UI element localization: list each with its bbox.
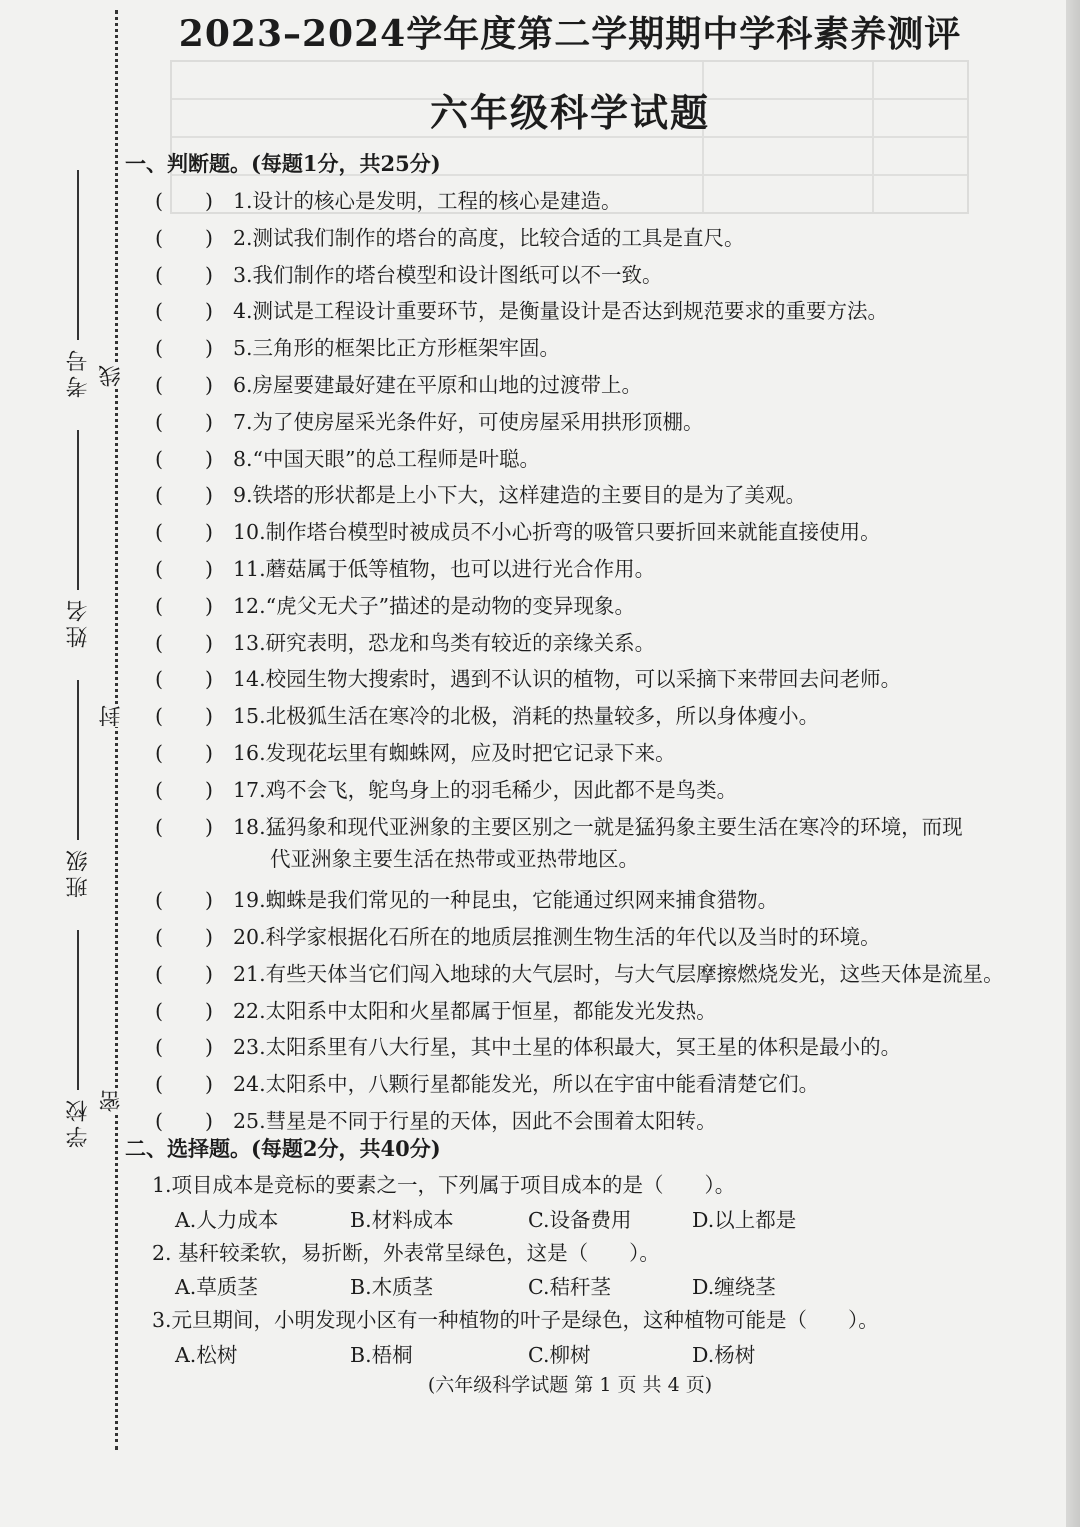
paren-open: (: [155, 409, 163, 434]
school-underline: [77, 930, 79, 1090]
answer-blank[interactable]: [155, 1109, 233, 1133]
tf-question-23: [155, 1030, 901, 1060]
question-text: 1.设计的核心是发明，工程的核心是建造。: [233, 189, 622, 213]
binding-dotted-line: [115, 10, 118, 1450]
answer-blank[interactable]: [155, 667, 233, 691]
tf-question-14: [155, 662, 901, 692]
paren-close: ): [205, 814, 213, 839]
mc1-option-a: A.人力成本: [175, 1208, 279, 1232]
tf-question-24: [155, 1067, 819, 1097]
question-text: 25.彗星是不同于行星的天体，因此不会围着太阳转。: [233, 1109, 717, 1133]
paren-close: ): [205, 998, 213, 1023]
seal-char-seal: 封: [96, 705, 122, 727]
question-text: 20.科学家根据化石所在的地质层推测生物生活的年代以及当时的环境。: [233, 925, 881, 949]
paren-close: ): [205, 446, 213, 471]
question-text: 2.测试我们制作的塔台的高度，比较合适的工具是直尺。: [233, 225, 745, 250]
tf-question-5: [155, 331, 560, 361]
school-label: 学校: [65, 1096, 91, 1148]
question-text: 17.鸡不会飞，鸵鸟身上的羽毛稀少，因此都不是鸟类。: [233, 777, 738, 802]
tf-question-6: [155, 368, 642, 398]
paren-close: ): [205, 961, 213, 986]
class-field: [58, 680, 98, 902]
tf-question-8: [155, 442, 540, 472]
question-text: 9.铁塔的形状都是上小下大，这样建造的主要目的是为了美观。: [233, 483, 807, 508]
exam-title: 2023–2024学年度第二学期期中学科素养测评: [178, 13, 962, 55]
question-text: 23.太阳系里有八大行星，其中土星的体积最大，冥王星的体积是最小的。: [233, 1035, 902, 1060]
paren-open: (: [155, 336, 163, 361]
exam-number-underline: [77, 170, 79, 340]
paren-close: ): [205, 667, 213, 692]
paren-open: (: [155, 1072, 163, 1097]
answer-blank[interactable]: [155, 336, 233, 360]
paren-open: (: [155, 741, 163, 765]
tf-question-19: [155, 883, 778, 913]
question-text: 19.蜘蛛是我们常见的一种昆虫，它能通过织网来捕食猎物。: [233, 888, 779, 913]
question-text: 22.太阳系中太阳和火星都属于恒星，都能发光发热。: [233, 998, 717, 1023]
mc3-option-d: D.杨树: [692, 1343, 756, 1367]
answer-blank[interactable]: [155, 925, 233, 949]
tf-question-3: [155, 258, 663, 288]
paren-close: ): [205, 336, 213, 361]
paren-close: ): [205, 409, 213, 434]
name-field: [58, 430, 98, 652]
tf-question-21: [155, 957, 1004, 987]
class-underline: [77, 680, 79, 840]
class-label: 班级: [65, 846, 91, 898]
paren-close: ): [205, 1072, 213, 1097]
mc2-option-a: A.草质茎: [175, 1275, 258, 1299]
tf-question-11: [155, 552, 655, 582]
exam-number-label: 考号: [65, 346, 91, 398]
paren-close: ): [205, 225, 213, 250]
mc2-option-d: D.缠绕茎: [692, 1275, 776, 1299]
paren-open: (: [155, 446, 163, 471]
answer-blank[interactable]: [155, 704, 233, 728]
answer-blank[interactable]: [155, 447, 233, 471]
paren-open: (: [155, 593, 163, 618]
tf-question-15: [155, 699, 819, 729]
paren-close: ): [205, 299, 213, 324]
answer-blank[interactable]: [155, 741, 233, 765]
mc1-option-c: C.设备费用: [528, 1208, 632, 1232]
tf-question-7: [155, 405, 704, 435]
paren-close: ): [205, 189, 213, 213]
answer-blank[interactable]: [155, 520, 233, 544]
paren-close: ): [205, 593, 213, 618]
paren-close: ): [205, 520, 213, 545]
mc2-option-c: C.秸秆茎: [528, 1275, 611, 1299]
question-text: 11.蘑菇属于低等植物，也可以进行光合作用。: [233, 557, 656, 581]
paren-open: (: [155, 299, 163, 324]
name-label: 姓名: [65, 596, 91, 648]
mc-question-3: 3.元旦期间，小明发现小区有一种植物的叶子是绿色，这种植物可能是（ ）。: [152, 1308, 879, 1332]
paren-open: (: [155, 667, 163, 692]
tf-question-1: [155, 184, 622, 214]
paren-open: (: [155, 925, 163, 949]
paren-close: ): [205, 741, 213, 765]
question-text: 5.三角形的框架比正方形框架牢固。: [233, 336, 561, 361]
question-text: 12.“虎父无犬子”描述的是动物的变异现象。: [233, 593, 636, 618]
mc-question-1: 1.项目成本是竞标的要素之一，下列属于项目成本的是（ ）。: [152, 1173, 736, 1197]
tf-question-12: [155, 589, 635, 619]
paren-open: (: [155, 704, 163, 729]
paren-open: (: [155, 961, 163, 986]
answer-blank[interactable]: [155, 631, 233, 655]
mc1-option-d: D.以上都是: [692, 1208, 797, 1232]
answer-blank[interactable]: [155, 962, 233, 986]
tf-question-17: [155, 773, 737, 803]
answer-blank[interactable]: [155, 483, 233, 507]
section2-heading: 二、选择题。(每题2分，共40分): [125, 1136, 441, 1161]
tf-question-10: [155, 515, 881, 545]
paren-open: (: [155, 262, 163, 287]
paren-open: (: [155, 1035, 163, 1060]
tf-question-20: [155, 920, 881, 950]
exam-subtitle: 六年级科学试题: [429, 90, 710, 135]
paren-open: (: [155, 1109, 163, 1133]
paren-open: (: [155, 483, 163, 508]
question-text: 13.研究表明，恐龙和鸟类有较近的亲缘关系。: [233, 630, 656, 655]
answer-blank[interactable]: [155, 1035, 233, 1059]
mc3-option-a: A.松树: [175, 1343, 238, 1367]
school-field: [58, 930, 98, 1152]
q18-continuation: 代亚洲象主要生活在热带或亚热带地区。: [270, 847, 639, 871]
tf-question-2: [155, 221, 745, 251]
answer-blank[interactable]: [155, 999, 233, 1023]
paren-open: (: [155, 189, 163, 213]
paren-close: ): [205, 888, 213, 913]
tf-question-4: [155, 294, 888, 324]
mc-question-2: 2. 基秆较柔软，易折断，外表常呈绿色，这是（ ）。: [152, 1241, 660, 1265]
mc1-option-b: B.材料成本: [350, 1208, 454, 1232]
page-edge: [1066, 0, 1080, 1527]
question-text: 18.猛犸象和现代亚洲象的主要区别之一就是猛犸象主要生活在寒冷的环境，而现: [233, 814, 963, 839]
paren-close: ): [205, 630, 213, 655]
answer-blank[interactable]: [155, 594, 233, 618]
paren-close: ): [205, 373, 213, 397]
name-underline: [77, 430, 79, 590]
question-text: 3.我们制作的塔台模型和设计图纸可以不一致。: [233, 262, 663, 287]
tf-question-22: [155, 994, 717, 1024]
paren-open: (: [155, 888, 163, 913]
tf-question-13: [155, 626, 655, 656]
answer-blank[interactable]: [155, 373, 233, 397]
paren-open: (: [155, 998, 163, 1023]
tf-question-16: [155, 736, 676, 766]
paren-close: ): [205, 1109, 213, 1133]
question-text: 7.为了使房屋采光条件好，可使房屋采用拱形顶棚。: [233, 409, 704, 434]
paren-close: ): [205, 1035, 213, 1060]
answer-blank[interactable]: [155, 778, 233, 802]
tf-question-25: [155, 1104, 717, 1134]
mc3-option-b: B.梧桐: [350, 1343, 413, 1367]
question-text: 21.有些天体当它们闯入地球的大气层时，与大气层摩擦燃烧发光，这些天体是流星。: [233, 961, 1004, 986]
section1-heading: 一、判断题。(每题1分，共25分): [125, 151, 441, 176]
paren-close: ): [205, 925, 213, 949]
answer-blank[interactable]: [155, 815, 233, 839]
question-text: 4.测试是工程设计重要环节，是衡量设计是否达到规范要求的重要方法。: [233, 299, 889, 324]
question-text: 24.太阳系中，八颗行星都能发光，所以在宇宙中能看清楚它们。: [233, 1072, 820, 1097]
exam-number-field: [58, 170, 98, 402]
question-text: 8.“中国天眼”的总工程师是叶聪。: [233, 446, 541, 471]
seal-char-secret: 密: [96, 1090, 122, 1112]
tf-question-18: [155, 810, 963, 840]
paren-open: (: [155, 630, 163, 655]
paren-close: ): [205, 557, 213, 581]
paren-close: ): [205, 483, 213, 508]
answer-blank[interactable]: [155, 888, 233, 912]
paren-close: ): [205, 777, 213, 802]
question-text: 14.校园生物大搜索时，遇到不认识的植物，可以采摘下来带回去问老师。: [233, 667, 902, 692]
question-text: 6.房屋要建最好建在平原和山地的过渡带上。: [233, 373, 643, 397]
paren-open: (: [155, 777, 163, 802]
answer-blank[interactable]: [155, 1072, 233, 1096]
seal-char-line: 线: [96, 365, 122, 387]
answer-blank[interactable]: [155, 189, 233, 213]
paren-open: (: [155, 557, 163, 581]
answer-blank[interactable]: [155, 410, 233, 434]
paren-open: (: [155, 373, 163, 397]
mc2-option-b: B.木质茎: [350, 1275, 434, 1299]
question-text: 16.发现花坛里有蜘蛛网，应及时把它记录下来。: [233, 741, 676, 765]
answer-blank[interactable]: [155, 557, 233, 581]
question-text: 15.北极狐生活在寒冷的北极，消耗的热量较多，所以身体瘦小。: [233, 704, 820, 729]
tf-question-9: [155, 478, 806, 508]
paren-close: ): [205, 704, 213, 729]
answer-blank[interactable]: [155, 299, 233, 323]
answer-blank[interactable]: [155, 226, 233, 250]
page-footer: (六年级科学试题 第 1 页 共 4 页): [427, 1374, 713, 1396]
paren-open: (: [155, 225, 163, 250]
question-text: 10.制作塔台模型时被成员不小心折弯的吸管只要折回来就能直接使用。: [233, 520, 881, 545]
answer-blank[interactable]: [155, 263, 233, 287]
paren-close: ): [205, 262, 213, 287]
paren-open: (: [155, 520, 163, 545]
mc3-option-c: C.柳树: [528, 1343, 591, 1367]
paren-open: (: [155, 814, 163, 839]
